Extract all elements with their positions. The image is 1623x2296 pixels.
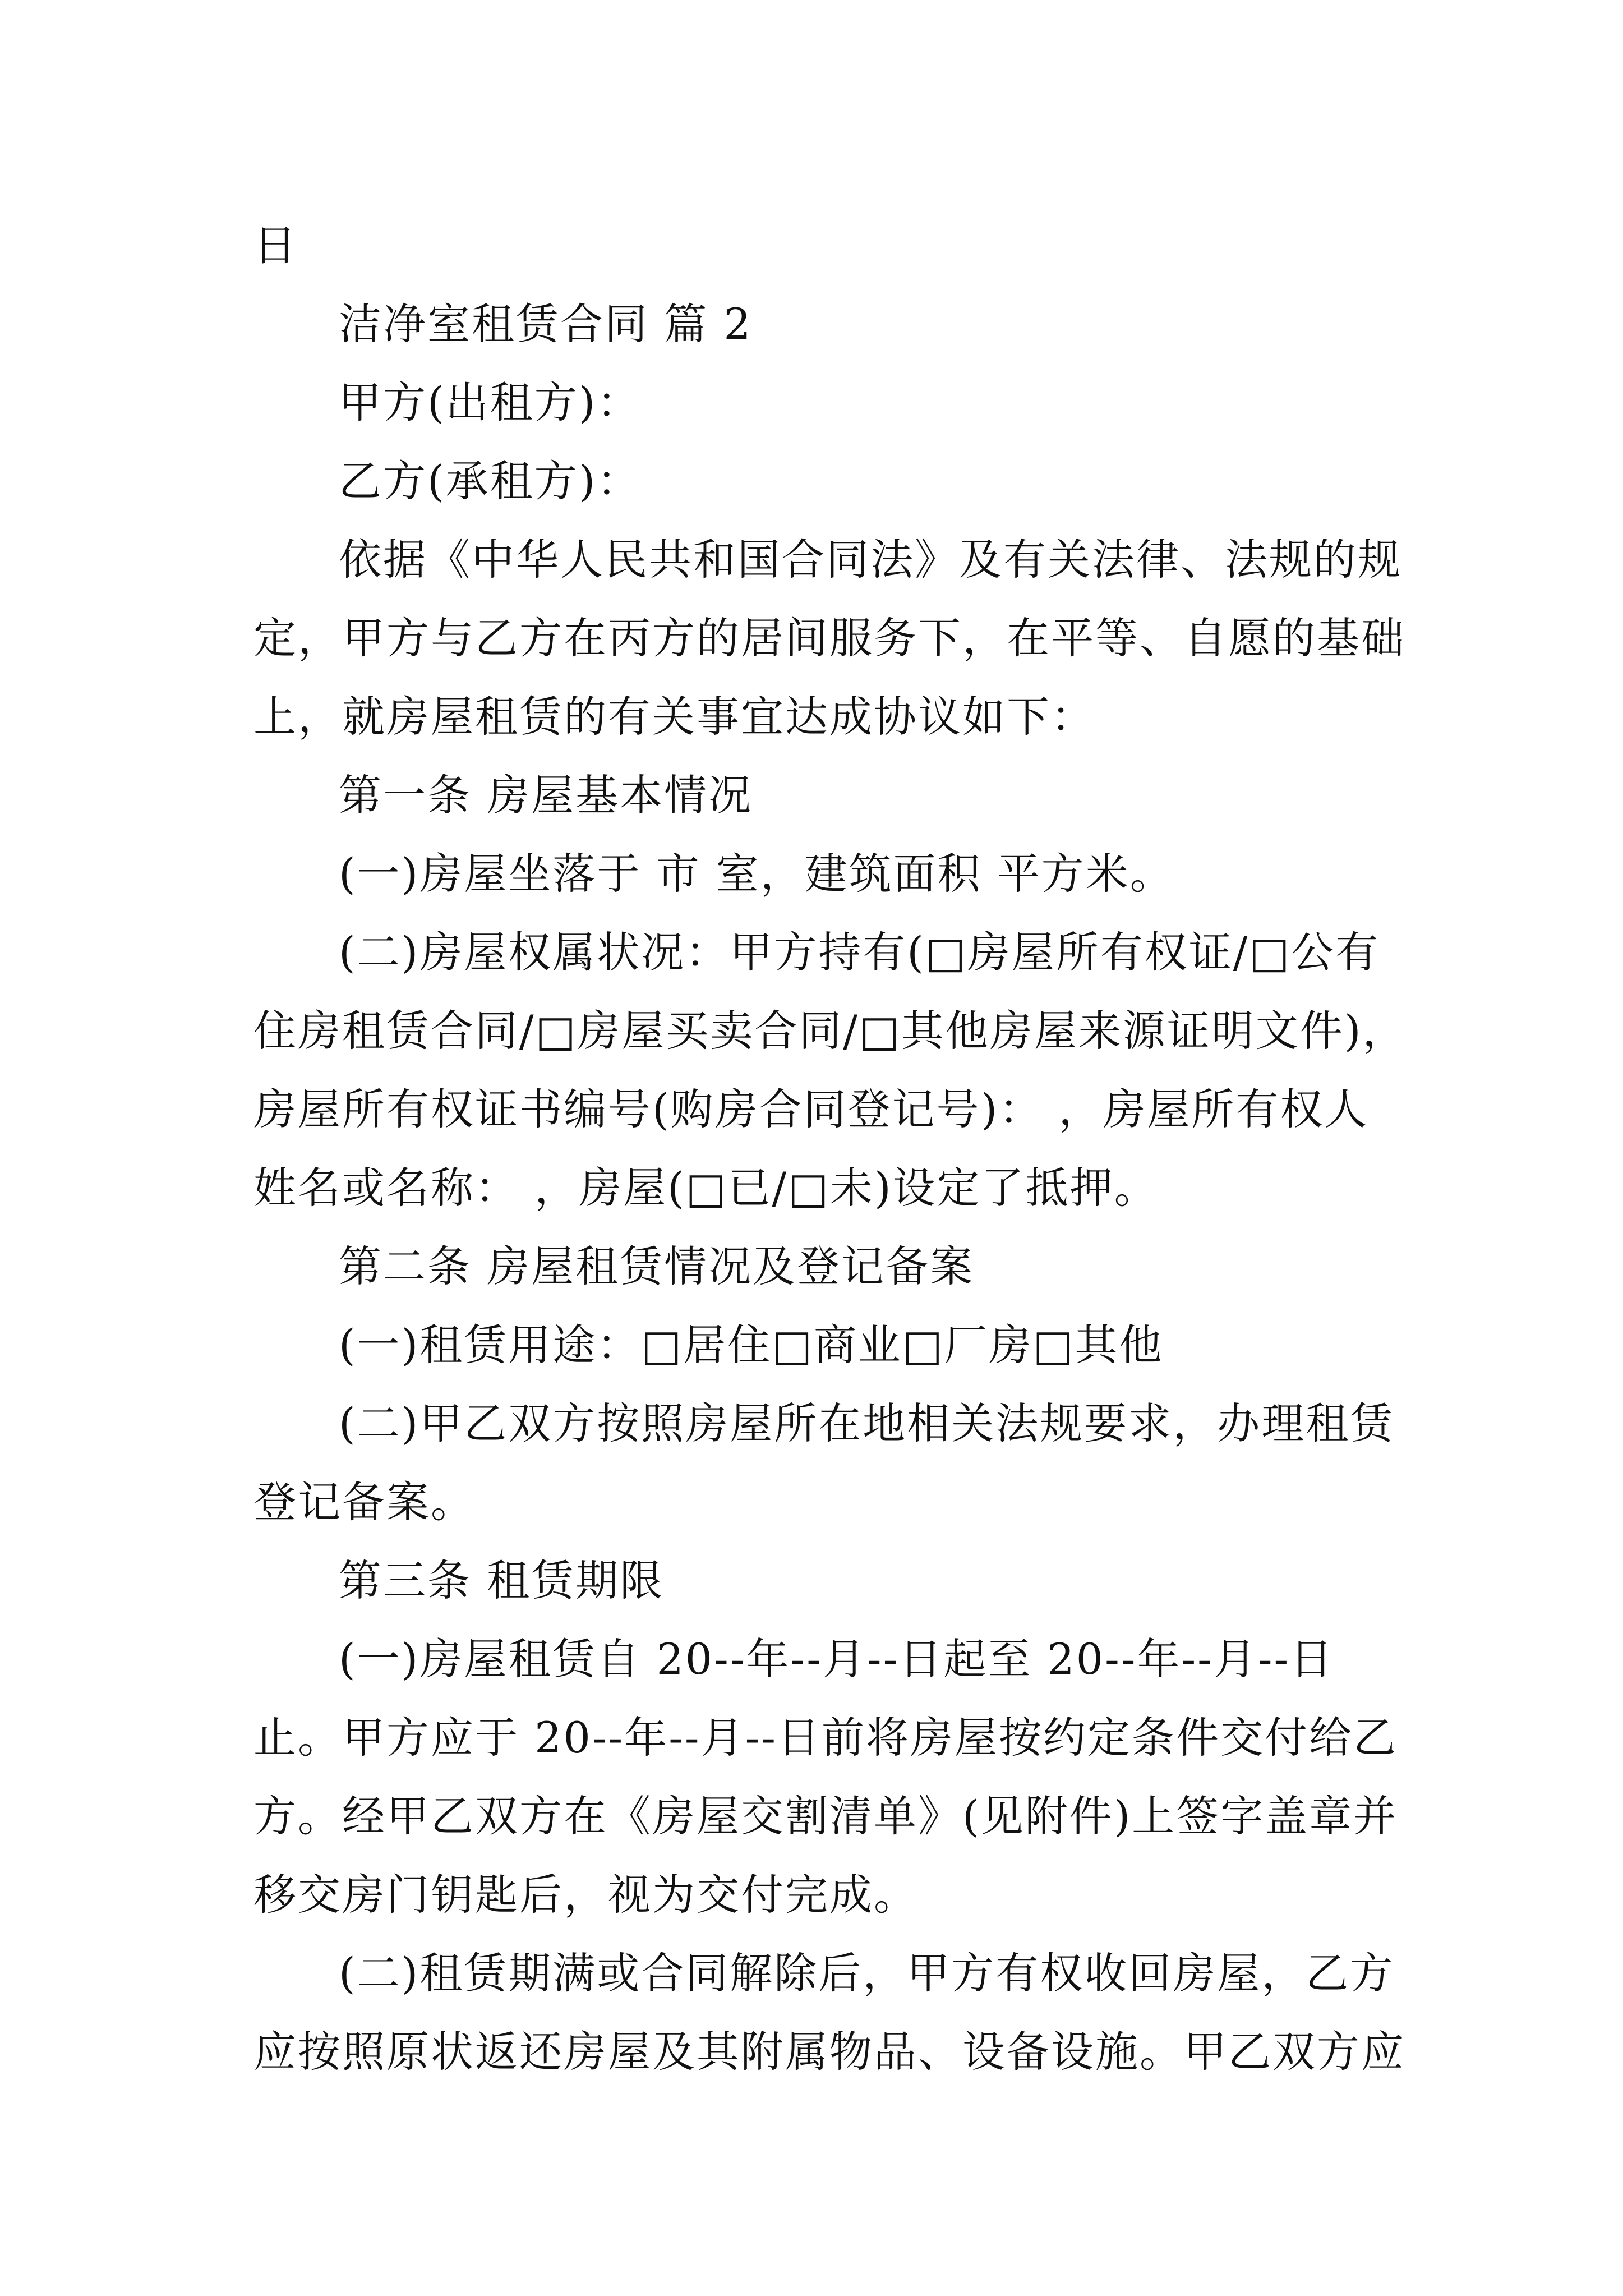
article-2-item-2-line-1: (二)甲乙双方按照房屋所在地相关法规要求，办理租赁: [339, 1398, 1395, 1448]
preamble-line-3: 上，就房屋租赁的有关事宜达成协议如下：: [253, 692, 1095, 742]
party-b-label: 乙方(承租方)：: [339, 456, 642, 506]
preamble-line-2: 定，甲方与乙方在丙方的居间服务下，在平等、自愿的基础: [253, 613, 1405, 663]
article-2-item-1: (一)租赁用途：□居住□商业□厂房□其他: [339, 1320, 1164, 1370]
article-3-item-1-line-4: 移交房门钥匙后，视为交付完成。: [253, 1870, 918, 1920]
article-1-item-2-line-4: 姓名或名称： ，房屋(□已/□未)设定了抵押。: [253, 1163, 1159, 1213]
article-3-heading: 第三条 租赁期限: [339, 1556, 665, 1605]
article-2-heading: 第二条 房屋租赁情况及登记备案: [339, 1241, 975, 1291]
document-body: [253, 206, 1407, 2091]
article-1-heading: 第一条 房屋基本情况: [339, 770, 753, 820]
article-2-item-2-line-2: 登记备案。: [253, 1477, 475, 1527]
article-3-item-1-line-3: 方。经甲乙双方在《房屋交割清单》(见附件)上签字盖章并: [253, 1791, 1398, 1841]
party-a-label: 甲方(出租方)：: [339, 378, 642, 427]
article-1-item-2-line-2: 住房租赁合同/□房屋买卖合同/□其他房屋来源证明文件)，: [253, 1006, 1407, 1056]
article-3-item-2-line-2: 应按照原状返还房屋及其附属物品、设备设施。甲乙双方应: [253, 2027, 1405, 2077]
article-3-item-2-line-1: (二)租赁期满或合同解除后，甲方有权收回房屋，乙方: [339, 1948, 1395, 1998]
article-3-item-1-line-2: 止。甲方应于 20--年--月--日前将房屋按约定条件交付给乙: [253, 1713, 1398, 1763]
preamble-line-1: 依据《中华人民共和国合同法》及有关法律、法规的规: [339, 535, 1402, 585]
article-1-item-2-line-3: 房屋所有权证书编号(购房合同登记号)： ，房屋所有权人: [253, 1084, 1369, 1134]
article-3-item-1-line-1: (一)房屋租赁自 20--年--月--日起至 20--年--月--日: [339, 1634, 1335, 1684]
contract-title: 洁净室租赁合同 篇 2: [339, 299, 753, 349]
article-1-item-2-line-1: (二)房屋权属状况：甲方持有(□房屋所有权证/□公有: [339, 927, 1380, 977]
article-1-item-1: (一)房屋坐落于 市 室，建筑面积 平方米。: [339, 849, 1174, 899]
date-fragment: 日: [253, 220, 298, 270]
